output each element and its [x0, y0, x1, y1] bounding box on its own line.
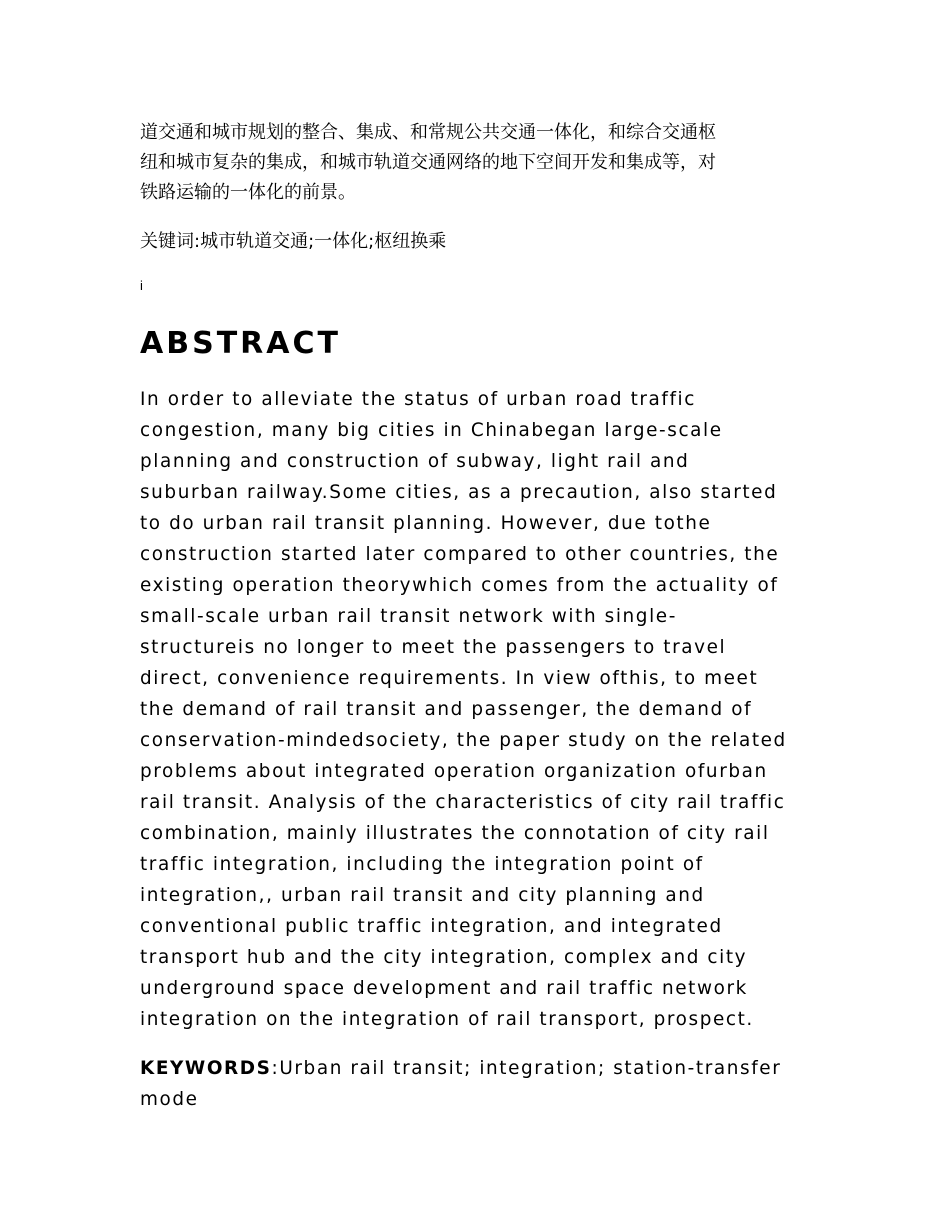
abstract-line: problems about integrated operation organization ofurban [140, 761, 768, 782]
abstract-line: suburban railway.Some cities, as a precaution, also started [140, 482, 778, 503]
abstract-line: to do urban rail transit planning. However, due tothe [140, 513, 712, 534]
chinese-abstract-line: 道交通和城市规划的整合、集成、和常规公共交通一体化，和综合交通枢 [140, 122, 716, 143]
chinese-abstract-text [140, 118, 820, 208]
abstract-line: rail transit. Analysis of the characteristics of city rail traffic [140, 792, 786, 813]
chinese-keywords: 关键词:城市轨道交通;一体化;枢纽换乘 [140, 231, 447, 252]
abstract-line: underground space development and rail traffic network [140, 978, 748, 999]
abstract-line: construction started later compared to other countries, the [140, 544, 780, 565]
chinese-abstract-line: 纽和城市复杂的集成，和城市轨道交通网络的地下空间开发和集成等，对 [140, 152, 716, 173]
keywords-line-continued: mode [140, 1089, 199, 1110]
abstract-line: planning and construction of subway, light rail and [140, 451, 690, 472]
keywords-text: :Urban rail transit; integration; station-transfer [271, 1058, 782, 1079]
abstract-heading: ABSTRACT [140, 326, 341, 361]
abstract-line: combination, mainly illustrates the connotation of city rail [140, 823, 770, 844]
abstract-line: existing operation theorywhich comes from the actuality of [140, 575, 779, 596]
abstract-line: the demand of rail transit and passenger, the demand of [140, 699, 753, 720]
abstract-line: integration on the integration of rail transport, prospect. [140, 1009, 754, 1030]
abstract-line: direct, convenience requirements. In view ofthis, to meet [140, 668, 759, 689]
abstract-line: conservation-mindedsociety, the paper study on the related [140, 730, 787, 751]
keywords-label: KEYWORDS [140, 1058, 272, 1079]
english-keywords [140, 1053, 840, 1115]
page-number: i [140, 278, 143, 293]
abstract-line: small-scale urban rail transit network with single- [140, 606, 677, 627]
keywords-line [140, 1053, 840, 1084]
abstract-line: conventional public traffic integration, and integrated [140, 916, 723, 937]
abstract-body [140, 384, 830, 1035]
abstract-line: transport hub and the city integration, complex and city [140, 947, 748, 968]
abstract-line: congestion, many big cities in Chinabegan large-scale [140, 420, 723, 441]
abstract-line: structureis no longer to meet the passengers to travel [140, 637, 727, 658]
abstract-line: In order to alleviate the status of urban road traffic [140, 389, 696, 410]
abstract-line: traffic integration, including the integration point of [140, 854, 704, 875]
abstract-line: integration,, urban rail transit and city planning and [140, 885, 705, 906]
chinese-abstract-line: 铁路运输的一体化的前景。 [140, 182, 356, 203]
